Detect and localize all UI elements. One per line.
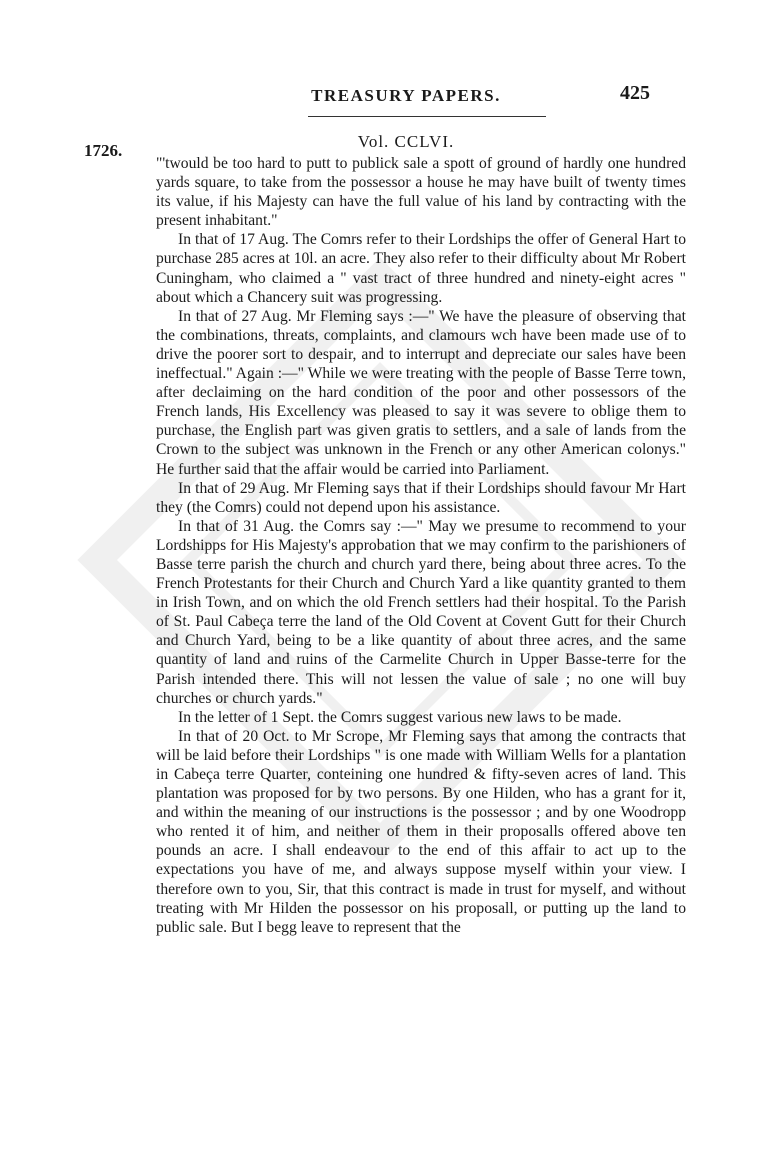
header-rule [308,116,546,117]
paragraph: "'twould be too hard to putt to publick sale a spott of ground of hardly one hundred yards square, to take from the possessor a house he may have built of twenty times its value, if his Majesty can have the full value of his land by contracting with the present inhabitant." [156,155,686,230]
paragraph: In the letter of 1 Sept. the Comrs suggest various new laws to be made. [178,708,622,726]
running-head [0,82,768,110]
paragraph: In that of 20 Oct. to Mr Scrope, Mr Fleming says that among the contracts that will be laid before their Lordships " is one made with William Wells for a plantation in Cabeça terre Quarter, conteining one hundred & fifty-seven acres of land. This plantation was proposed for by two persons. By one Hilden, who has a grant for it, and within the meaning of our instructions is the possessor ; and by one Woodropp who rented it of him, and neither of them in their proposalls offered above ten pounds an acre. I shall endeavour to the end of this affair to act up to the expectations you have of me, and always suppose myself within your view. I therefore own to you, Sir, that this contract is made in trust for myself, and without treating with Mr Hilden the possessor on his proposall, or putting up the land to public sale. But I begg leave to represent that the [156,727,686,936]
paragraph: In that of 17 Aug. The Comrs refer to their Lordships the offer of General Hart to purchase 285 acres at 10l. an acre. They also refer to their difficulty about Mr Robert Cuningham, who claimed a " vast tract of three hundred and ninety-eight acres " about which a Chancery suit was progressing. [156,231,686,306]
body-text [156,154,686,937]
running-title: TREASURY PAPERS. [311,86,501,105]
page-number: 425 [620,82,650,104]
paragraph: In that of 27 Aug. Mr Fleming says :—" We have the pleasure of observing that the combinations, threats, complaints, and clamours wch have been made use of to drive the poorer sort to despair, and to interrupt and depreciate our sales have been ineffectual." Again :—" While we were treating with the people of Basse Terre town, after declaiming on the hard condition of the poor and other possessors of the French lands, His Excellency was pleased to say it was severe to oblige them to purchase, the English part was given gratis to settlers, and a sale of lands from the Crown to the subject was unknown in the French or any other American colonys." He further said that the affair would be carried into Parliament. [156,307,686,478]
paragraph: In that of 29 Aug. Mr Fleming says that if their Lordships should favour Mr Hart they (the Comrs) could not depend upon his assistance. [156,479,686,516]
margin-year: 1726. [84,141,123,160]
volume-heading: Vol. CCLVI. [357,132,455,151]
paragraph: In that of 31 Aug. the Comrs say :—" May we presume to recommend to your Lordshipps for His Majesty's approbation that we may confirm to the parishioners of Basse terre parish the church and church yard there, being about three acres. To the French Protestants for their Church and Church Yard a like quantity granted to them in Irish Town, and on which the old French settlers had their hospital. To the Parish of St. Paul Cabeça terre the land of the Old Covent at Covent Gutt for their Church and Church Yard, being to be a like quantity of about three acres, and the same quantity of land and ruins of the Carmelite Church in Upper Basse-terre for the Parish intended there. This will not lessen the value of sale ; no one will buy churches or church yards." [156,517,686,707]
